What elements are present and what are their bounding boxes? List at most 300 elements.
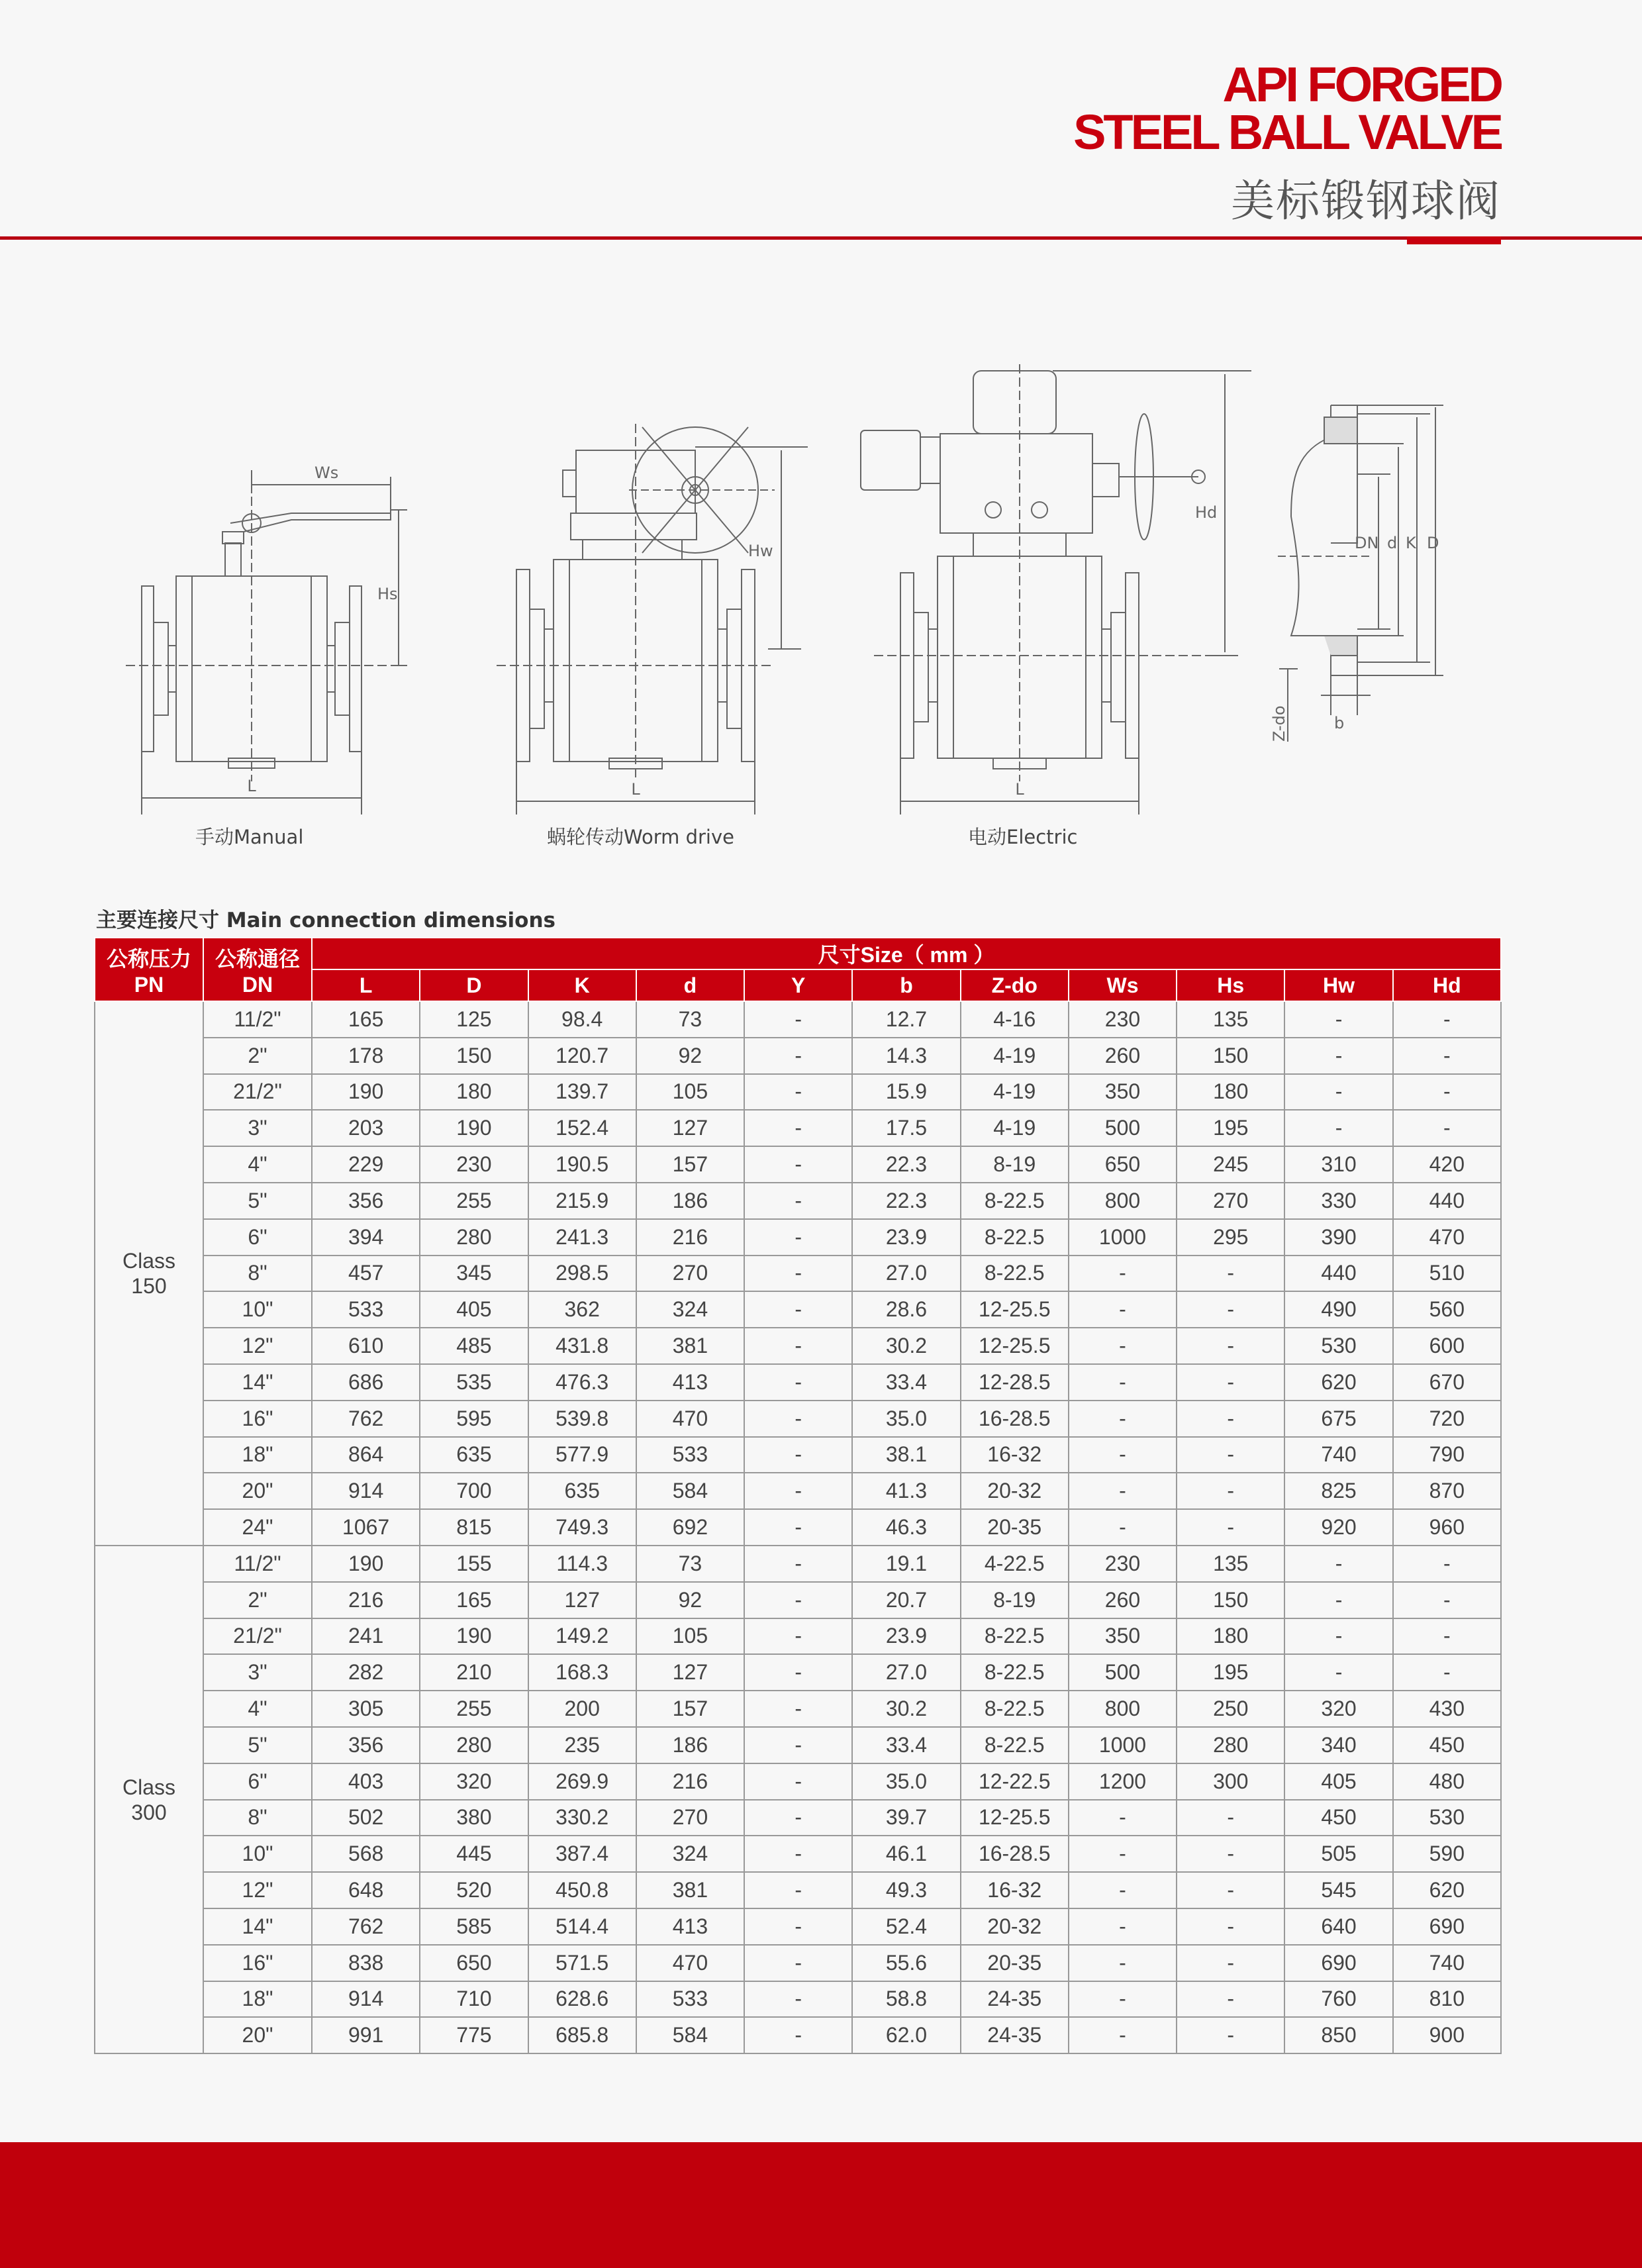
value-cell: -	[1393, 1110, 1501, 1146]
valve-drawings	[113, 344, 1490, 861]
value-cell: 991	[312, 2017, 420, 2053]
value-cell: 690	[1284, 1945, 1392, 1981]
value-cell: 628.6	[528, 1981, 636, 2018]
header-pn	[95, 938, 203, 1001]
value-cell: 35.0	[852, 1401, 960, 1437]
value-cell: 27.0	[852, 1654, 960, 1691]
value-cell: 23.9	[852, 1618, 960, 1655]
header-pn-cn: 公称压力	[106, 946, 191, 971]
value-cell: -	[1177, 1981, 1284, 2018]
value-cell: 571.5	[528, 1945, 636, 1981]
value-cell: 914	[312, 1981, 420, 2018]
value-cell: 16-32	[961, 1437, 1069, 1473]
label-ws: Ws	[314, 464, 339, 482]
value-cell: 775	[420, 2017, 528, 2053]
table-row	[95, 1146, 1501, 1183]
header-size: 尺寸Size（ mm ）	[312, 938, 1501, 969]
dn-cell: 12"	[203, 1872, 312, 1908]
value-cell: 485	[420, 1328, 528, 1364]
table-row	[95, 1945, 1501, 1981]
size-col-header: Hd	[1393, 969, 1501, 1001]
pressure-class-cell: Class 150	[95, 1001, 203, 1546]
value-cell: -	[744, 1038, 852, 1074]
table-row	[95, 1364, 1501, 1401]
value-cell: 590	[1393, 1836, 1501, 1872]
value-cell: 900	[1393, 2017, 1501, 2053]
value-cell: 535	[420, 1364, 528, 1401]
value-cell: 1200	[1069, 1763, 1177, 1800]
value-cell: 260	[1069, 1038, 1177, 1074]
value-cell: 200	[528, 1691, 636, 1727]
value-cell: 431.8	[528, 1328, 636, 1364]
value-cell: 250	[1177, 1691, 1284, 1727]
value-cell: 960	[1393, 1509, 1501, 1546]
value-cell: 864	[312, 1437, 420, 1473]
value-cell: -	[744, 1618, 852, 1655]
dn-cell: 2"	[203, 1038, 312, 1074]
value-cell: 255	[420, 1183, 528, 1219]
size-col-header: b	[852, 969, 960, 1001]
value-cell: 8-22.5	[961, 1691, 1069, 1727]
value-cell: 457	[312, 1256, 420, 1292]
value-cell: -	[1284, 1654, 1392, 1691]
value-cell: 4-19	[961, 1074, 1069, 1110]
value-cell: 584	[636, 2017, 744, 2053]
value-cell: 41.3	[852, 1473, 960, 1509]
value-cell: 533	[312, 1291, 420, 1328]
value-cell: 790	[1393, 1437, 1501, 1473]
value-cell: 190.5	[528, 1146, 636, 1183]
value-cell: 4-19	[961, 1038, 1069, 1074]
dn-cell: 18"	[203, 1437, 312, 1473]
dn-cell: 20"	[203, 2017, 312, 2053]
value-cell: 749.3	[528, 1509, 636, 1546]
value-cell: 470	[636, 1401, 744, 1437]
value-cell: 35.0	[852, 1763, 960, 1800]
dn-cell: 20"	[203, 1473, 312, 1509]
value-cell: -	[1069, 1509, 1177, 1546]
table-row	[95, 1872, 1501, 1908]
value-cell: 330	[1284, 1183, 1392, 1219]
value-cell: 92	[636, 1582, 744, 1618]
value-cell: 394	[312, 1219, 420, 1256]
value-cell: 330.2	[528, 1800, 636, 1836]
dn-cell: 5"	[203, 1183, 312, 1219]
product-title-cn: 美标锻钢球阀	[1231, 175, 1501, 226]
value-cell: 58.8	[852, 1981, 960, 2018]
label-b: b	[1334, 714, 1345, 732]
value-cell: 150	[1177, 1038, 1284, 1074]
value-cell: 14.3	[852, 1038, 960, 1074]
value-cell: 27.0	[852, 1256, 960, 1292]
header-divider	[0, 236, 1642, 240]
value-cell: 920	[1284, 1509, 1392, 1546]
label-hs: Hs	[377, 585, 398, 603]
value-cell: 8-19	[961, 1582, 1069, 1618]
value-cell: 4-19	[961, 1110, 1069, 1146]
value-cell: 8-22.5	[961, 1219, 1069, 1256]
size-col-header: Hw	[1284, 969, 1392, 1001]
value-cell: 260	[1069, 1582, 1177, 1618]
value-cell: 8-22.5	[961, 1727, 1069, 1763]
value-cell: 356	[312, 1727, 420, 1763]
value-cell: -	[744, 1872, 852, 1908]
value-cell: -	[1177, 1872, 1284, 1908]
value-cell: 514.4	[528, 1908, 636, 1945]
header-pn-en: PN	[134, 972, 164, 997]
value-cell: 740	[1284, 1437, 1392, 1473]
value-cell: 610	[312, 1328, 420, 1364]
dn-cell: 16"	[203, 1945, 312, 1981]
value-cell: 530	[1393, 1800, 1501, 1836]
value-cell: 324	[636, 1836, 744, 1872]
value-cell: -	[1284, 1582, 1392, 1618]
value-cell: -	[1284, 1038, 1392, 1074]
value-cell: 320	[1284, 1691, 1392, 1727]
value-cell: 350	[1069, 1074, 1177, 1110]
value-cell: 533	[636, 1981, 744, 2018]
value-cell: 520	[420, 1872, 528, 1908]
value-cell: -	[744, 1074, 852, 1110]
value-cell: 8-22.5	[961, 1256, 1069, 1292]
value-cell: 545	[1284, 1872, 1392, 1908]
value-cell: 850	[1284, 2017, 1392, 2053]
value-cell: -	[1393, 1001, 1501, 1038]
value-cell: -	[744, 1473, 852, 1509]
value-cell: 30.2	[852, 1328, 960, 1364]
value-cell: -	[1069, 1473, 1177, 1509]
size-col-header: d	[636, 969, 744, 1001]
value-cell: 30.2	[852, 1691, 960, 1727]
table-row	[95, 1256, 1501, 1292]
value-cell: -	[744, 1183, 852, 1219]
value-cell: 150	[420, 1038, 528, 1074]
title-line-1: API FORGED	[1222, 57, 1501, 112]
label-dn: DN	[1355, 534, 1379, 552]
value-cell: 33.4	[852, 1727, 960, 1763]
value-cell: 595	[420, 1401, 528, 1437]
table-row	[95, 1981, 1501, 2018]
value-cell: 125	[420, 1001, 528, 1038]
value-cell: -	[744, 1401, 852, 1437]
value-cell: 8-22.5	[961, 1183, 1069, 1219]
value-cell: 230	[420, 1146, 528, 1183]
value-cell: 387.4	[528, 1836, 636, 1872]
caption-worm-drive: 蜗轮传动Worm drive	[547, 826, 734, 848]
value-cell: -	[744, 1908, 852, 1945]
value-cell: 127	[528, 1582, 636, 1618]
value-cell: -	[744, 1110, 852, 1146]
value-cell: 20-32	[961, 1473, 1069, 1509]
value-cell: 17.5	[852, 1110, 960, 1146]
header-accent-bar	[1407, 236, 1501, 244]
value-cell: 295	[1177, 1219, 1284, 1256]
dn-cell: 3"	[203, 1110, 312, 1146]
table-row	[95, 1691, 1501, 1727]
label-k: K	[1406, 534, 1416, 552]
value-cell: 22.3	[852, 1146, 960, 1183]
size-col-header: Ws	[1069, 969, 1177, 1001]
value-cell: -	[744, 1654, 852, 1691]
pressure-class-cell: Class 300	[95, 1546, 203, 2053]
value-cell: 23.9	[852, 1219, 960, 1256]
value-cell: -	[744, 1800, 852, 1836]
size-col-header: D	[420, 969, 528, 1001]
value-cell: 762	[312, 1908, 420, 1945]
title-line-2: STEEL BALL VALVE	[1073, 105, 1501, 160]
value-cell: 450	[1393, 1727, 1501, 1763]
value-cell: 635	[528, 1473, 636, 1509]
value-cell: 476.3	[528, 1364, 636, 1401]
table-row	[95, 1401, 1501, 1437]
dn-cell: 12"	[203, 1328, 312, 1364]
value-cell: 405	[1284, 1763, 1392, 1800]
value-cell: 270	[636, 1800, 744, 1836]
value-cell: 445	[420, 1836, 528, 1872]
value-cell: -	[744, 1509, 852, 1546]
value-cell: 530	[1284, 1328, 1392, 1364]
value-cell: 22.3	[852, 1183, 960, 1219]
value-cell: 8-22.5	[961, 1618, 1069, 1655]
dn-cell: 8"	[203, 1256, 312, 1292]
table-row	[95, 1727, 1501, 1763]
value-cell: 8-22.5	[961, 1654, 1069, 1691]
value-cell: 760	[1284, 1981, 1392, 2018]
manual-valve-drawing	[126, 470, 407, 814]
value-cell: -	[744, 1437, 852, 1473]
value-cell: 280	[420, 1727, 528, 1763]
value-cell: -	[1069, 2017, 1177, 2053]
value-cell: 585	[420, 1908, 528, 1945]
dn-cell: 21/2"	[203, 1074, 312, 1110]
value-cell: 245	[1177, 1146, 1284, 1183]
value-cell: 810	[1393, 1981, 1501, 2018]
value-cell: 157	[636, 1691, 744, 1727]
value-cell: 165	[420, 1582, 528, 1618]
table-row	[95, 2017, 1501, 2053]
table-row	[95, 1328, 1501, 1364]
value-cell: 4-22.5	[961, 1546, 1069, 1582]
value-cell: 20-32	[961, 1908, 1069, 1945]
value-cell: 675	[1284, 1401, 1392, 1437]
value-cell: 815	[420, 1509, 528, 1546]
table-row	[95, 1582, 1501, 1618]
header-dn-cn: 公称通径	[215, 946, 300, 971]
value-cell: -	[1069, 1291, 1177, 1328]
table-row	[95, 1291, 1501, 1328]
value-cell: 235	[528, 1727, 636, 1763]
value-cell: 403	[312, 1763, 420, 1800]
value-cell: 300	[1177, 1763, 1284, 1800]
value-cell: 685.8	[528, 2017, 636, 2053]
value-cell: 15.9	[852, 1074, 960, 1110]
value-cell: 216	[636, 1763, 744, 1800]
value-cell: 577.9	[528, 1437, 636, 1473]
value-cell: 216	[636, 1219, 744, 1256]
value-cell: -	[1177, 1908, 1284, 1945]
value-cell: 12-28.5	[961, 1364, 1069, 1401]
value-cell: 210	[420, 1654, 528, 1691]
value-cell: 345	[420, 1256, 528, 1292]
value-cell: 692	[636, 1509, 744, 1546]
table-row	[95, 1509, 1501, 1546]
label-zdo: Z-do	[1270, 705, 1288, 742]
value-cell: 762	[312, 1401, 420, 1437]
value-cell: -	[1393, 1038, 1501, 1074]
value-cell: 255	[420, 1691, 528, 1727]
section-title: 主要连接尺寸 Main connection dimensions	[96, 909, 555, 932]
dn-cell: 4"	[203, 1691, 312, 1727]
value-cell: 20.7	[852, 1582, 960, 1618]
value-cell: -	[1177, 2017, 1284, 2053]
value-cell: -	[744, 1219, 852, 1256]
value-cell: 62.0	[852, 2017, 960, 2053]
value-cell: 24-35	[961, 1981, 1069, 2018]
value-cell: 73	[636, 1546, 744, 1582]
dn-cell: 10"	[203, 1291, 312, 1328]
value-cell: 150	[1177, 1582, 1284, 1618]
value-cell: 320	[420, 1763, 528, 1800]
value-cell: 12-22.5	[961, 1763, 1069, 1800]
value-cell: 127	[636, 1110, 744, 1146]
value-cell: 92	[636, 1038, 744, 1074]
table-row	[95, 1654, 1501, 1691]
value-cell: -	[1284, 1110, 1392, 1146]
value-cell: 280	[420, 1219, 528, 1256]
value-cell: 700	[420, 1473, 528, 1509]
value-cell: 560	[1393, 1291, 1501, 1328]
value-cell: -	[744, 1291, 852, 1328]
dn-cell: 5"	[203, 1727, 312, 1763]
value-cell: -	[744, 1836, 852, 1872]
value-cell: 114.3	[528, 1546, 636, 1582]
value-cell: -	[1069, 1945, 1177, 1981]
value-cell: 230	[1069, 1546, 1177, 1582]
value-cell: 12-25.5	[961, 1800, 1069, 1836]
value-cell: 16-28.5	[961, 1401, 1069, 1437]
value-cell: 24-35	[961, 2017, 1069, 2053]
value-cell: 157	[636, 1146, 744, 1183]
value-cell: 180	[1177, 1618, 1284, 1655]
value-cell: -	[1284, 1618, 1392, 1655]
value-cell: 241	[312, 1618, 420, 1655]
table-row	[95, 1038, 1501, 1074]
value-cell: 420	[1393, 1146, 1501, 1183]
value-cell: 52.4	[852, 1908, 960, 1945]
dn-cell: 2"	[203, 1582, 312, 1618]
value-cell: 270	[636, 1256, 744, 1292]
label-l-worm: L	[631, 780, 640, 799]
size-col-header: L	[312, 969, 420, 1001]
value-cell: 20-35	[961, 1509, 1069, 1546]
value-cell: -	[1177, 1328, 1284, 1364]
dn-cell: 18"	[203, 1981, 312, 2018]
value-cell: -	[744, 1691, 852, 1727]
label-hd: Hd	[1195, 503, 1218, 522]
label-hw: Hw	[748, 542, 773, 560]
value-cell: 98.4	[528, 1001, 636, 1038]
value-cell: -	[1069, 1800, 1177, 1836]
value-cell: 305	[312, 1691, 420, 1727]
value-cell: 413	[636, 1364, 744, 1401]
value-cell: 38.1	[852, 1437, 960, 1473]
table-row	[95, 1437, 1501, 1473]
value-cell: 139.7	[528, 1074, 636, 1110]
value-cell: -	[1284, 1001, 1392, 1038]
value-cell: -	[1393, 1654, 1501, 1691]
value-cell: -	[1069, 1437, 1177, 1473]
value-cell: -	[744, 2017, 852, 2053]
value-cell: 46.3	[852, 1509, 960, 1546]
value-cell: -	[1284, 1074, 1392, 1110]
dn-cell: 3"	[203, 1654, 312, 1691]
table-row	[95, 1908, 1501, 1945]
value-cell: 502	[312, 1800, 420, 1836]
dn-cell: 11/2"	[203, 1546, 312, 1582]
value-cell: 650	[420, 1945, 528, 1981]
value-cell: 8-19	[961, 1146, 1069, 1183]
value-cell: 180	[420, 1074, 528, 1110]
value-cell: 105	[636, 1618, 744, 1655]
caption-manual: 手动Manual	[195, 826, 304, 848]
value-cell: 470	[636, 1945, 744, 1981]
size-col-header: Hs	[1177, 969, 1284, 1001]
value-cell: 12.7	[852, 1001, 960, 1038]
dn-cell: 10"	[203, 1836, 312, 1872]
value-cell: 269.9	[528, 1763, 636, 1800]
value-cell: 186	[636, 1183, 744, 1219]
header-dn	[203, 938, 312, 1001]
value-cell: 190	[312, 1074, 420, 1110]
value-cell: 105	[636, 1074, 744, 1110]
value-cell: 650	[1069, 1146, 1177, 1183]
value-cell: 440	[1284, 1256, 1392, 1292]
value-cell: 430	[1393, 1691, 1501, 1727]
value-cell: -	[1393, 1074, 1501, 1110]
value-cell: 20-35	[961, 1945, 1069, 1981]
label-l-electric: L	[1015, 780, 1024, 799]
value-cell: -	[1069, 1872, 1177, 1908]
value-cell: -	[1069, 1908, 1177, 1945]
value-cell: 870	[1393, 1473, 1501, 1509]
value-cell: 55.6	[852, 1945, 960, 1981]
value-cell: -	[744, 1981, 852, 2018]
value-cell: -	[744, 1546, 852, 1582]
value-cell: 155	[420, 1546, 528, 1582]
value-cell: -	[1069, 1364, 1177, 1401]
value-cell: 620	[1393, 1872, 1501, 1908]
footer-band	[0, 2142, 1642, 2268]
value-cell: 825	[1284, 1473, 1392, 1509]
value-cell: 710	[420, 1981, 528, 2018]
table-row	[95, 1618, 1501, 1655]
value-cell: 49.3	[852, 1872, 960, 1908]
dn-cell: 4"	[203, 1146, 312, 1183]
value-cell: 539.8	[528, 1401, 636, 1437]
value-cell: 28.6	[852, 1291, 960, 1328]
value-cell: 190	[420, 1618, 528, 1655]
size-col-header: Y	[744, 969, 852, 1001]
value-cell: -	[1177, 1291, 1284, 1328]
value-cell: 635	[420, 1437, 528, 1473]
value-cell: 533	[636, 1437, 744, 1473]
value-cell: 298.5	[528, 1256, 636, 1292]
dn-cell: 6"	[203, 1763, 312, 1800]
value-cell: 230	[1069, 1001, 1177, 1038]
value-cell: -	[1069, 1328, 1177, 1364]
value-cell: -	[1177, 1364, 1284, 1401]
table-row	[95, 1183, 1501, 1219]
